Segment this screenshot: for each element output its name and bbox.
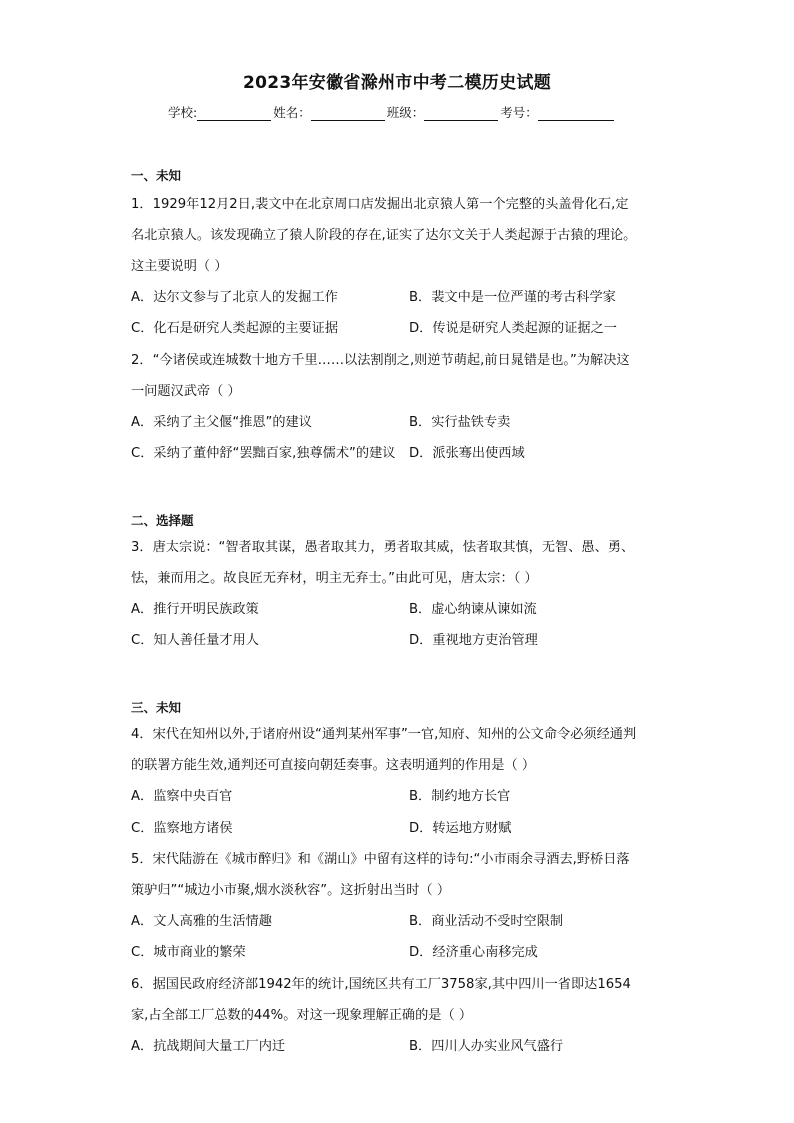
- school-label: 学校:: [168, 105, 198, 120]
- option-a[interactable]: A．推行开明民族政策: [131, 602, 259, 617]
- student-info-row: [168, 103, 616, 121]
- number-blank[interactable]: [538, 108, 614, 121]
- option-a[interactable]: A．抗战期间大量工厂内迁: [131, 1039, 286, 1054]
- option-a[interactable]: A．采纳了主父偃“推恩”的建议: [131, 415, 312, 430]
- option-a[interactable]: A．达尔文参与了北京人的发掘工作: [131, 290, 338, 305]
- section-heading: 三、未知: [131, 700, 182, 715]
- section-heading: 二、选择题: [131, 513, 194, 528]
- option-c[interactable]: C．采纳了董仲舒“罢黜百家,独尊儒术”的建议: [131, 446, 396, 461]
- option-b[interactable]: B．商业活动不受时空限制: [409, 914, 564, 929]
- option-d[interactable]: D．传说是研究人类起源的证据之一: [409, 321, 617, 336]
- question-text-line: 的联署方能生效,通判还可直接向朝廷奏事。这表明通判的作用是（ ）: [131, 758, 536, 773]
- option-d[interactable]: D．重视地方吏治管理: [409, 633, 538, 648]
- option-c[interactable]: C．监察地方诸侯: [131, 821, 233, 836]
- question-text-line: 3．唐太宗说：“智者取其谋，愚者取其力，勇者取其威，怯者取其慎，无智、愚、勇、: [131, 540, 635, 555]
- option-d[interactable]: D．派张骞出使西域: [409, 446, 525, 461]
- option-b[interactable]: B．虚心纳谏从谏如流: [409, 602, 537, 617]
- option-b[interactable]: B．四川人办实业风气盛行: [409, 1039, 564, 1054]
- name-label: 姓名：: [273, 105, 311, 120]
- section-heading: 一、未知: [131, 168, 182, 183]
- option-a[interactable]: A．文人高雅的生活情趣: [131, 914, 272, 929]
- question-text-line: 6．据国民政府经济部1942年的统计,国统区共有工厂3758家,其中四川一省即达1654: [131, 977, 631, 992]
- class-label: 班级：: [386, 105, 425, 120]
- name-blank[interactable]: [311, 108, 385, 121]
- question-text-line: 5．宋代陆游在《城市醉归》和《湖山》中留有这样的诗句:“小市雨余寻酒去,野桥日落: [131, 852, 630, 867]
- question-text-line: 这主要说明（ ）: [131, 259, 228, 274]
- option-c[interactable]: C．化石是研究人类起源的主要证据: [131, 321, 339, 336]
- option-d[interactable]: D．经济重心南移完成: [409, 945, 538, 960]
- question-text-line: 策驴归”“城边小市聚,烟水淡秋容”。这折射出当时（ ）: [131, 883, 451, 898]
- option-b[interactable]: B．裴文中是一位严谨的考古科学家: [409, 290, 616, 305]
- question-text-line: 怯，兼而用之。故良匠无弃材，明主无弃士。”由此可见，唐太宗：（ ）: [131, 571, 538, 586]
- option-c[interactable]: C．知人善任量才用人: [131, 633, 259, 648]
- school-blank[interactable]: [197, 108, 271, 121]
- page-title: 2023年安徽省滁州市中考二模历史试题: [242, 73, 551, 93]
- question-text-line: 2．“今诸侯或连城数十地方千里……以法割削之,则逆节萌起,前日晁错是也。”为解决这: [131, 353, 630, 368]
- class-blank[interactable]: [424, 108, 498, 121]
- option-d[interactable]: D．转运地方财赋: [409, 821, 512, 836]
- question-text-line: 家,占全部工厂总数的44%。对这一现象理解正确的是（ ）: [131, 1008, 473, 1023]
- question-text-line: 一问题汉武帝（ ）: [131, 384, 241, 399]
- question-text-line: 名北京猿人。该发现确立了猿人阶段的存在,证实了达尔文关于人类起源于古猿的理论。: [131, 228, 637, 243]
- number-label: 考号：: [500, 105, 538, 120]
- option-b[interactable]: B．实行盐铁专卖: [409, 415, 511, 430]
- question-text-line: 4．宋代在知州以外,于诸府州设“通判某州军事”一官,知府、知州的公文命令必须经通判: [131, 727, 637, 742]
- option-c[interactable]: C．城市商业的繁荣: [131, 945, 246, 960]
- question-text-line: 1．1929年12月2日,裴文中在北京周口店发掘出北京猿人第一个完整的头盖骨化石,定: [131, 197, 629, 212]
- option-b[interactable]: B．制约地方长官: [409, 789, 511, 804]
- option-a[interactable]: A．监察中央百官: [131, 789, 233, 804]
